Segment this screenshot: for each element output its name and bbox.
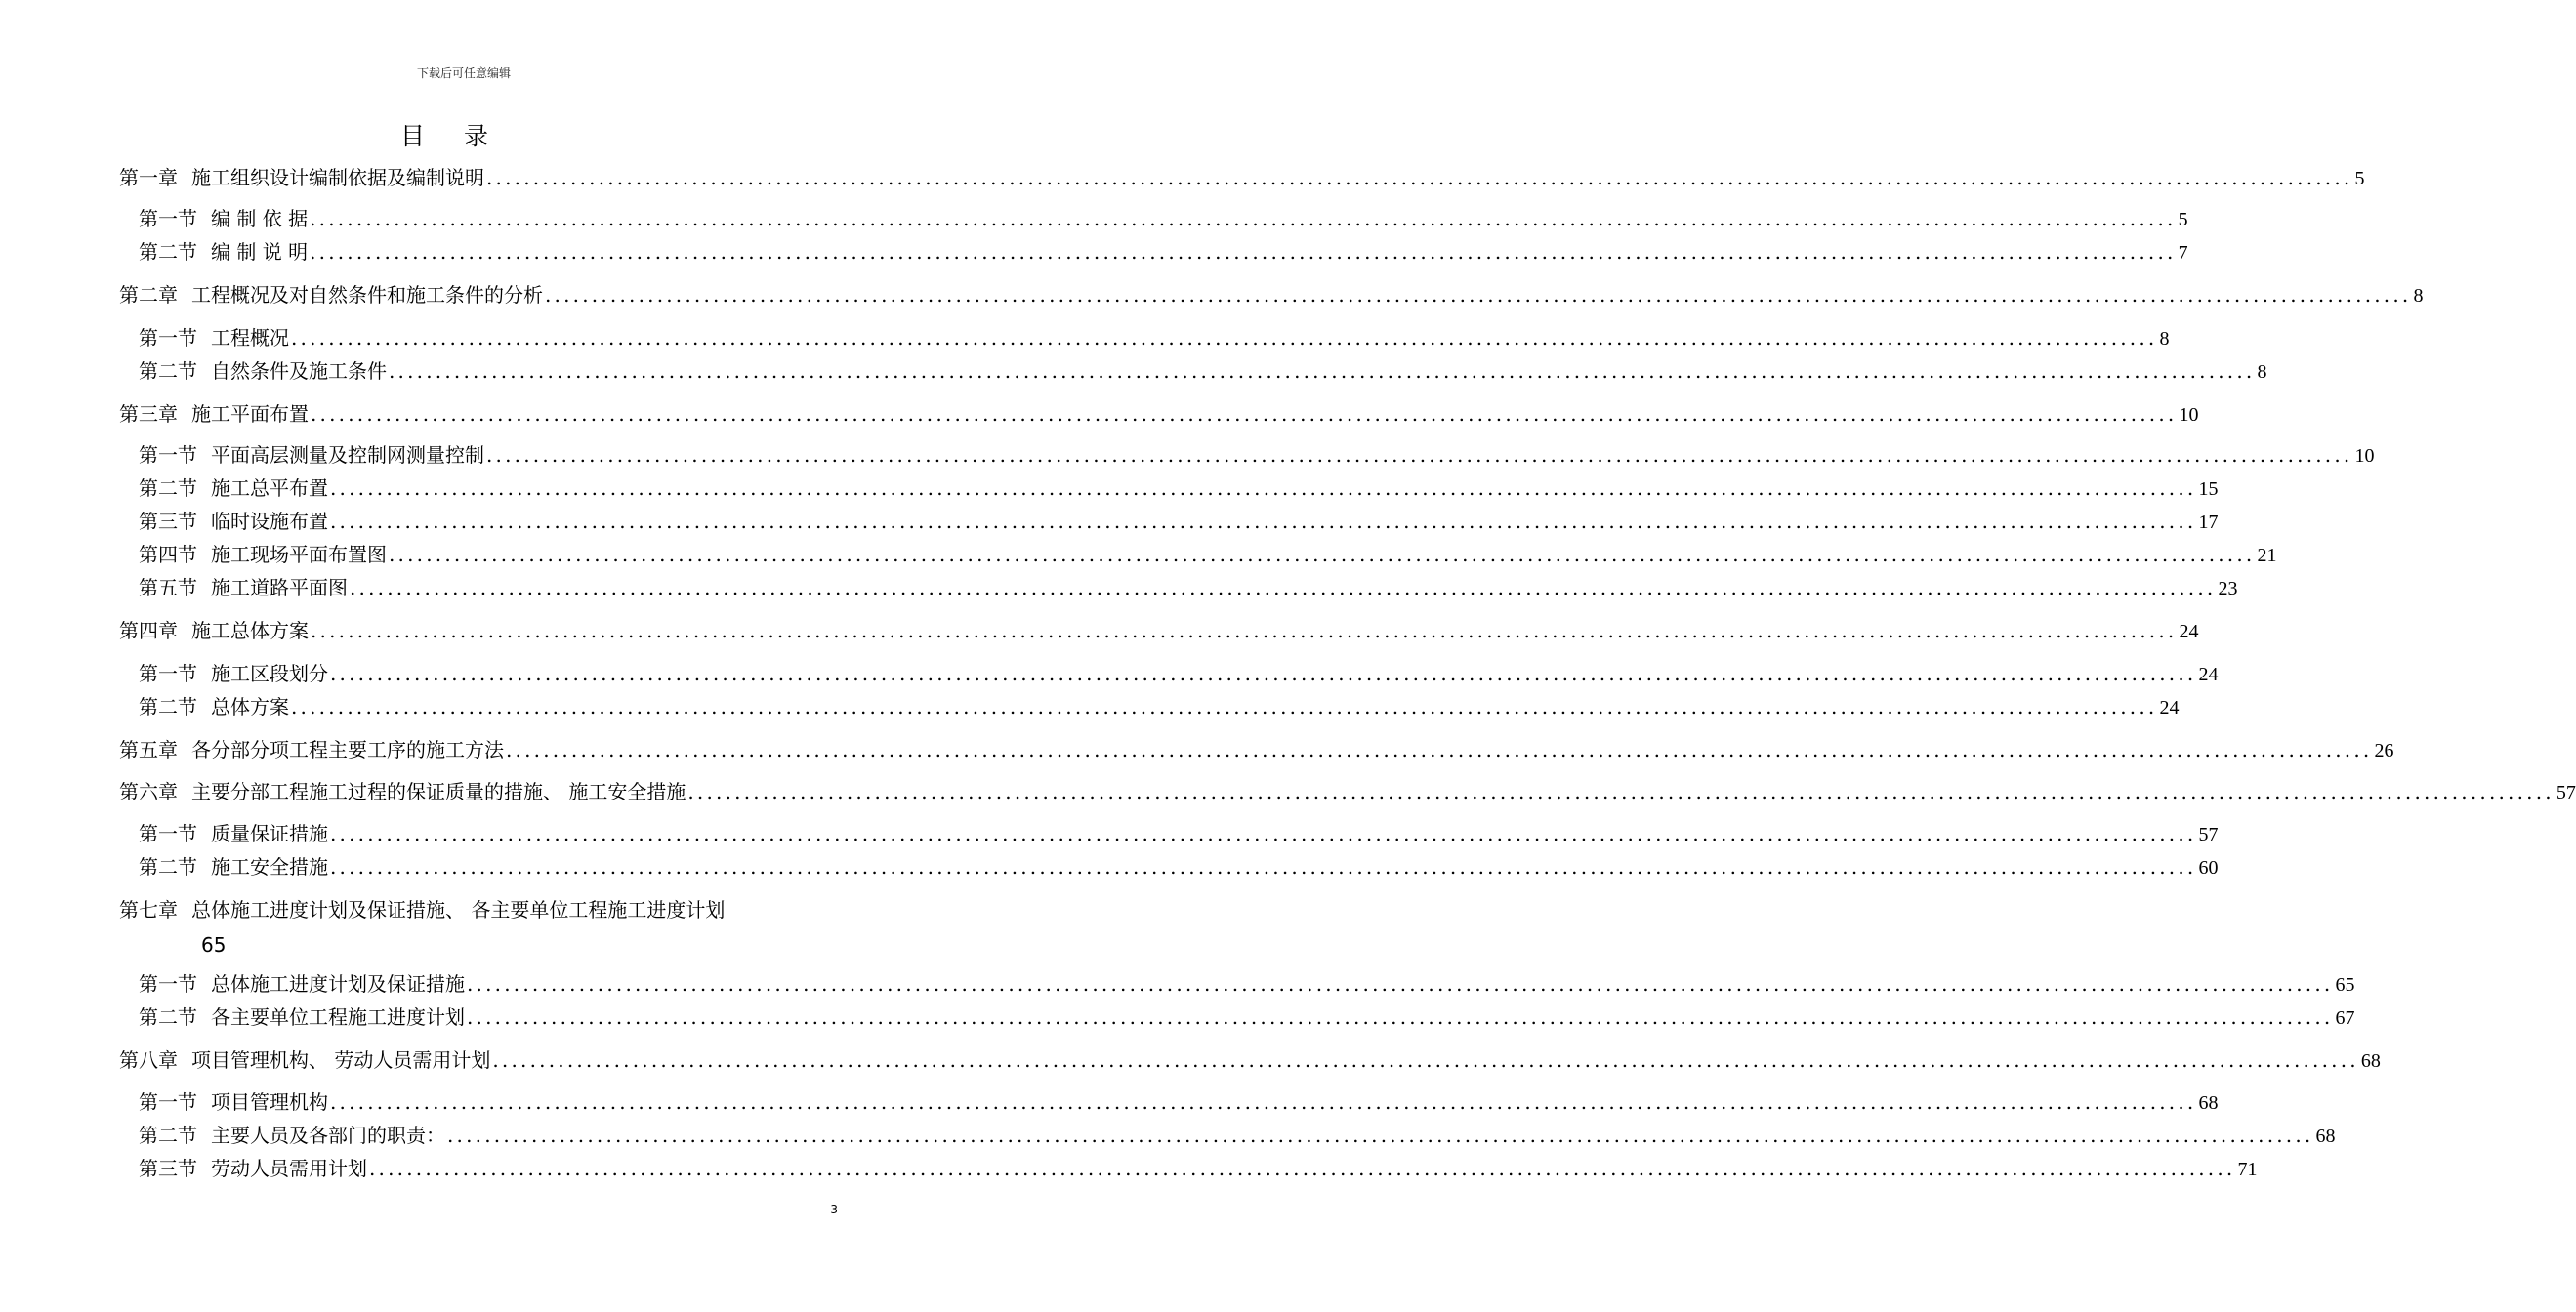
toc-dot-leader: ........................................................................................................................................................................................................: [311, 402, 2178, 426]
toc-entry-heading: 编 制 依 据: [211, 207, 309, 230]
toc-entry-page: 7: [2178, 242, 2188, 264]
toc-entry-label: 第一节: [139, 822, 197, 845]
toc-section-entry[interactable]: [139, 820, 2219, 848]
toc-entry-heading: 施工现场平面布置图: [211, 543, 387, 566]
toc-entry-page: 68: [2198, 1092, 2219, 1114]
toc-dot-leader: ........................................................................................................................................................................................................: [350, 576, 2217, 599]
toc-dot-leader: ........................................................................................................................................................................................................: [311, 619, 2178, 642]
toc-dot-leader: ........................................................................................................................................................................................................: [545, 283, 2412, 307]
toc-entry-page: 71: [2237, 1159, 2258, 1180]
toc-entry-page: 65: [2335, 974, 2355, 996]
toc-entry-label: 第六章: [119, 780, 178, 803]
toc-entry-label: 第八章: [119, 1048, 178, 1072]
toc-entry-heading: 总体施工进度计划及保证措施: [211, 972, 465, 996]
toc-entry-label: 第二节: [139, 240, 197, 264]
toc-section-entry[interactable]: [139, 1004, 2355, 1032]
toc-entry-label: 第五章: [119, 738, 178, 761]
toc-chapter-entry[interactable]: [119, 896, 838, 959]
toc-dot-leader: ........................................................................................................................................................................................................: [330, 662, 2197, 685]
toc-entry-label: 第二节: [139, 476, 197, 500]
toc-section-entry[interactable]: [139, 660, 2219, 688]
toc-dot-leader: ........................................................................................................................................................................................................: [291, 695, 2158, 718]
toc-section-entry[interactable]: [139, 1122, 2336, 1150]
toc-entry-label: 第一节: [139, 207, 197, 230]
toc-entry-heading: 施工区段划分: [211, 662, 328, 685]
toc-entry-label: 第二节: [139, 695, 197, 718]
toc-section-entry[interactable]: [139, 970, 2355, 999]
toc-chapter-entry[interactable]: [119, 281, 2424, 309]
toc-chapter-entry[interactable]: [119, 736, 2394, 764]
toc-entry-label: 第七章: [119, 898, 178, 922]
toc-entry-page: 15: [2198, 478, 2219, 500]
toc-entry-label: 第二节: [139, 1124, 197, 1147]
toc-entry-heading: 项目管理机构: [211, 1090, 328, 1114]
toc-entry-page: 60: [2198, 857, 2219, 879]
page-number: 3: [830, 1203, 838, 1216]
toc-entry-label: 第一节: [139, 1090, 197, 1114]
toc-section-entry[interactable]: [139, 238, 2188, 266]
toc-entry-page: 8: [2413, 285, 2424, 307]
toc-section-entry[interactable]: [139, 1088, 2219, 1117]
toc-entry-page: 26: [2374, 740, 2394, 761]
toc-dot-leader: ........................................................................................................................................................................................................: [330, 1090, 2197, 1114]
toc-entry-page: 10: [2179, 404, 2199, 426]
toc-entry-heading: 工程概况: [211, 326, 289, 349]
toc-entry-page: 8: [2159, 328, 2170, 349]
toc-entry-label: 第四章: [119, 619, 178, 642]
toc-dot-leader: ........................................................................................................................................................................................................: [506, 738, 2373, 761]
toc-entry-heading: 主要分部工程施工过程的保证质量的措施、 施工安全措施: [191, 780, 686, 803]
toc-entry-page: 68: [2360, 1050, 2381, 1072]
toc-section-entry[interactable]: [139, 357, 2267, 386]
toc-section-entry[interactable]: [139, 693, 2180, 721]
toc-chapter-entry[interactable]: [119, 778, 2576, 806]
toc-chapter-entry[interactable]: [119, 400, 2199, 429]
toc-entry-heading: 各主要单位工程施工进度计划: [211, 1005, 465, 1029]
toc-dot-leader: ........................................................................................................................................................................................................: [310, 207, 2177, 230]
toc-dot-leader: ........................................................................................................................................................................................................: [467, 972, 2334, 996]
toc-dot-leader: ........................................................................................................................................................................................................: [492, 1048, 2359, 1072]
toc-entry-heading: 施工总平布置: [211, 476, 328, 500]
toc-entry-label: 第一节: [139, 972, 197, 996]
toc-dot-leader: ........................................................................................................................................................................................................: [389, 543, 2256, 566]
toc-entry-heading: 总体施工进度计划及保证措施、 各主要单位工程施工进度计划: [191, 898, 726, 922]
toc-entry-heading: 总体方案: [211, 695, 289, 718]
header-note: 下载后可任意编辑: [416, 66, 511, 80]
toc-section-entry[interactable]: [139, 574, 2238, 602]
toc-dot-leader: ........................................................................................................................................................................................................: [467, 1005, 2334, 1029]
toc-dot-leader: ........................................................................................................................................................................................................: [369, 1157, 2236, 1180]
toc-entry-label: 第二节: [139, 855, 197, 879]
toc-chapter-entry[interactable]: [119, 164, 2365, 192]
toc-entry-page: 5: [2178, 209, 2188, 230]
toc-entry-label: 第五节: [139, 576, 197, 599]
toc-entry-page: 67: [2335, 1007, 2355, 1029]
toc-dot-leader: ........................................................................................................................................................................................................: [291, 326, 2158, 349]
toc-entry-page: 17: [2198, 512, 2219, 533]
toc-dot-leader: ........................................................................................................................................................................................................: [486, 443, 2353, 467]
toc-entry-page: 24: [2159, 697, 2180, 718]
toc-section-entry[interactable]: [139, 441, 2375, 470]
toc-entry-label: 第二章: [119, 283, 178, 307]
toc-dot-leader: ........................................................................................................................................................................................................: [330, 510, 2197, 533]
toc-section-entry[interactable]: [139, 324, 2170, 352]
toc-entry-page: 21: [2257, 545, 2277, 566]
toc-dot-leader: ........................................................................................................................................................................................................: [389, 359, 2256, 383]
toc-entry-page: 5: [2354, 168, 2365, 189]
toc-dot-leader: ........................................................................................................................................................................................................: [310, 240, 2177, 264]
toc-entry-label: 第三章: [119, 402, 178, 426]
toc-entry-label: 第一章: [119, 166, 178, 189]
toc-dot-leader: ........................................................................................................................................................................................................: [330, 855, 2197, 879]
toc-entry-label: 第二节: [139, 359, 197, 383]
toc-entry-page: 24: [2179, 621, 2199, 642]
page-title: 目录: [399, 122, 527, 150]
toc-entry-heading: 工程概况及对自然条件和施工条件的分析: [191, 283, 543, 307]
toc-chapter-entry[interactable]: [119, 617, 2199, 645]
toc-dot-leader: ........................................................................................................................................................................................................: [486, 166, 2353, 189]
toc-entry-heading: 主要人员及各部门的职责：: [211, 1124, 445, 1147]
toc-entry-label: 第一节: [139, 326, 197, 349]
toc-dot-leader: ........................................................................................................................................................................................................: [330, 476, 2197, 500]
toc-dot-leader: ........................................................................................................................................................................................................: [687, 780, 2555, 803]
toc-section-entry[interactable]: [139, 1155, 2258, 1183]
toc-entry-heading: 施工平面布置: [191, 402, 309, 426]
toc-entry-heading: 施工安全措施: [211, 855, 328, 879]
toc-entry-label: 第四节: [139, 543, 197, 566]
toc-entry-label: 第二节: [139, 1005, 197, 1029]
toc-entry-page: 8: [2257, 361, 2267, 383]
toc-entry-label: 第三节: [139, 510, 197, 533]
toc-entry-heading: 施工组织设计编制依据及编制说明: [191, 166, 484, 189]
toc-entry-heading: 施工总体方案: [191, 619, 309, 642]
toc-entry-heading: 临时设施布置: [211, 510, 328, 533]
toc-chapter-entry[interactable]: [119, 1046, 2381, 1075]
toc-section-entry[interactable]: [139, 508, 2219, 536]
toc-entry-label: 第一节: [139, 662, 197, 685]
toc-entry-heading: 自然条件及施工条件: [211, 359, 387, 383]
toc-entry-page: 23: [2218, 578, 2238, 599]
toc-entry-heading: 编 制 说 明: [211, 240, 309, 264]
toc-entry-heading: 劳动人员需用计划: [211, 1157, 367, 1180]
toc-entry-page: 24: [2198, 664, 2219, 685]
toc-entry-page: 68: [2315, 1126, 2336, 1147]
toc-entry-page: 57: [2555, 782, 2576, 803]
toc-entry-page: 10: [2354, 445, 2375, 467]
toc-section-entry[interactable]: [139, 205, 2188, 233]
toc-entry-heading: 质量保证措施: [211, 822, 328, 845]
toc-section-entry[interactable]: [139, 541, 2277, 569]
toc-entry-heading: 项目管理机构、 劳动人员需用计划: [191, 1048, 491, 1072]
toc-entry-label: 第一节: [139, 443, 197, 467]
toc-section-entry[interactable]: [139, 853, 2219, 882]
toc-entry-heading: 平面高层测量及控制网测量控制: [211, 443, 484, 467]
toc-section-entry[interactable]: [139, 474, 2219, 503]
toc-entry-page: 65: [201, 933, 227, 957]
toc-entry-page: 57: [2198, 824, 2219, 845]
toc-entry-heading: 各分部分项工程主要工序的施工方法: [191, 738, 504, 761]
toc-dot-leader: ........................................................................................................................................................................................................: [330, 822, 2197, 845]
toc-dot-leader: ........................................................................................................................................................................................................: [447, 1124, 2314, 1147]
toc-entry-heading: 施工道路平面图: [211, 576, 348, 599]
toc-entry-label: 第三节: [139, 1157, 197, 1180]
